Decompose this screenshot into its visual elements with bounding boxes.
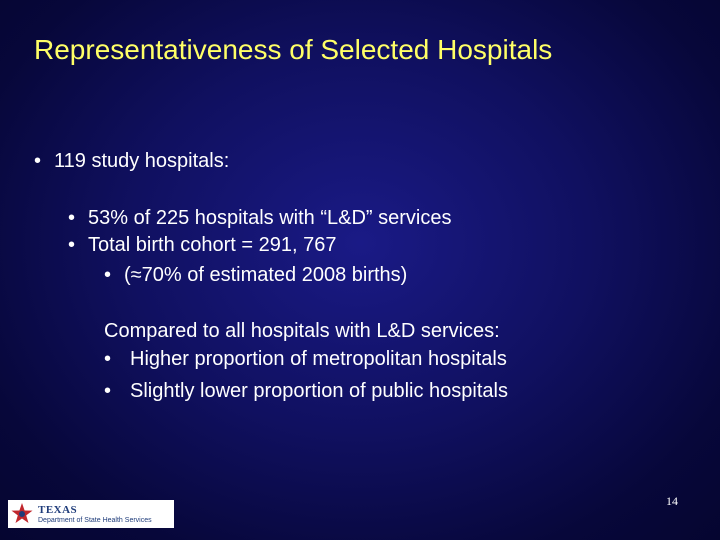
- comparison-heading: Compared to all hospitals with L&D services:: [104, 320, 500, 342]
- bullet-text: Slightly lower proportion of public hospitals: [130, 380, 508, 402]
- bullet-text: 53% of 225 hospitals with “L&D” services: [88, 207, 452, 229]
- bullet-level2-item: [68, 232, 337, 259]
- logo-title: TEXAS: [38, 503, 78, 516]
- bullet-icon: •: [68, 234, 76, 256]
- bullet-icon: •: [104, 380, 112, 402]
- bullet-level3-item: [104, 262, 407, 289]
- bullet-icon: •: [68, 207, 76, 229]
- bullet-text: 119 study hospitals:: [54, 150, 230, 172]
- bullet-text: Total birth cohort = 291, 767: [88, 234, 337, 256]
- bullet-text: Higher proportion of metropolitan hospitals: [130, 348, 507, 370]
- bullet-icon: •: [104, 264, 112, 286]
- texas-dshs-logo: [8, 500, 174, 528]
- bullet-icon: •: [34, 150, 42, 172]
- texas-star-icon: [8, 500, 36, 528]
- comparison-item: [104, 346, 507, 373]
- bullet-level1: [34, 148, 229, 175]
- logo-text: [38, 504, 152, 525]
- comparison-item: [104, 378, 508, 405]
- logo-subtitle: Department of State Health Services: [38, 516, 152, 524]
- bullet-level2-item: [68, 205, 452, 232]
- bullet-text: (≈70% of estimated 2008 births): [124, 264, 408, 286]
- page-number: 14: [666, 494, 678, 508]
- bullet-icon: •: [104, 348, 112, 370]
- slide-title: Representativeness of Selected Hospitals: [34, 34, 553, 65]
